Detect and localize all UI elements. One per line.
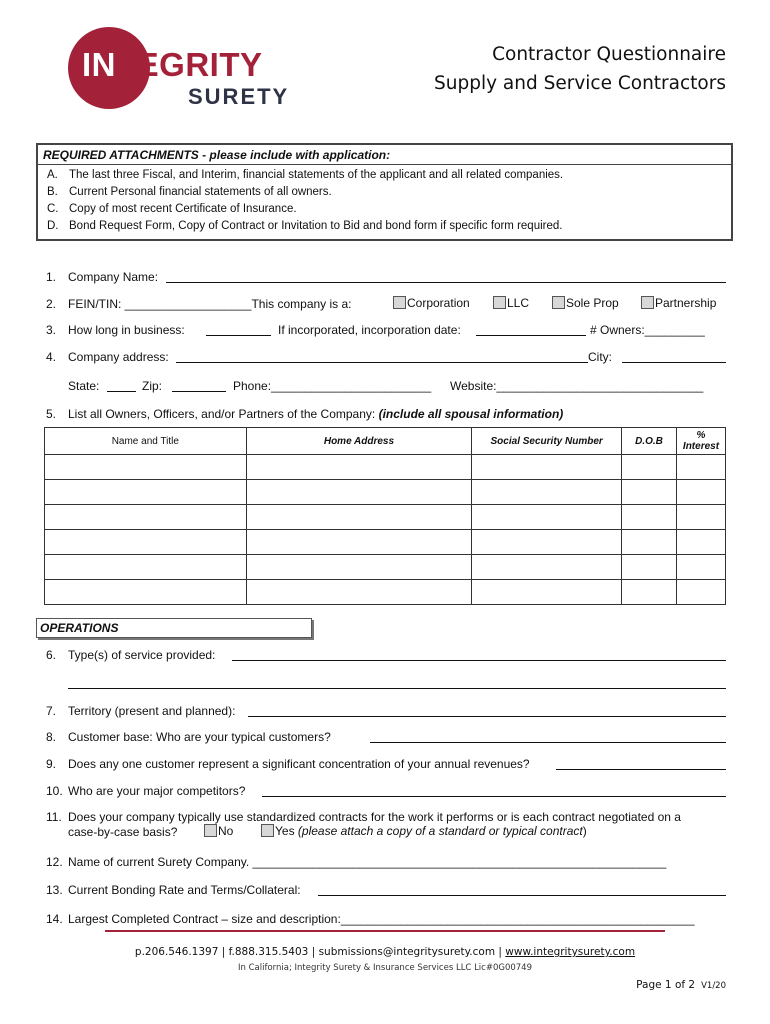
q5-note: (include all spousal information)	[378, 407, 564, 421]
operations-section-header	[36, 618, 312, 638]
table-row	[45, 455, 726, 480]
owners-table	[44, 427, 726, 605]
q14-number: 14.	[46, 912, 63, 926]
q12-label: Name of current Surety Company. ______________________________________________________________	[68, 855, 667, 869]
competitors-field[interactable]	[262, 785, 726, 797]
q13-number: 13.	[46, 883, 63, 897]
attachment-item	[47, 203, 297, 215]
required-attachments-heading: REQUIRED ATTACHMENTS - please include with application:	[43, 148, 391, 162]
table-cell[interactable]	[676, 505, 725, 530]
customer-concentration-field[interactable]	[556, 758, 726, 770]
logo-wordmark-tegrity: TEGRITY	[116, 46, 263, 83]
table-cell[interactable]	[622, 480, 677, 505]
q12-number: 12.	[46, 855, 63, 869]
table-cell[interactable]	[622, 455, 677, 480]
option-yes[interactable]	[261, 824, 587, 838]
q5-label	[68, 407, 563, 421]
q9-number: 9.	[46, 757, 57, 771]
state-field[interactable]	[107, 380, 136, 392]
checkbox-sole-prop[interactable]	[552, 296, 565, 309]
q3-number: 3.	[46, 323, 57, 337]
col-name-title: Name and Title	[45, 428, 247, 455]
page-label: Page 1 of 2	[636, 979, 696, 991]
city-field[interactable]	[622, 351, 726, 363]
service-type-field[interactable]	[232, 649, 726, 661]
q6-number: 6.	[46, 648, 57, 662]
attachment-item	[47, 186, 332, 198]
table-cell[interactable]	[246, 580, 472, 605]
table-cell[interactable]	[472, 505, 622, 530]
table-cell[interactable]	[45, 455, 247, 480]
q5-label-text: List all Owners, Officers, and/or Partners of the Company:	[68, 407, 376, 421]
option-label: Partnership	[655, 296, 717, 310]
table-cell[interactable]	[45, 555, 247, 580]
bonding-rate-field[interactable]	[318, 884, 726, 896]
table-cell[interactable]	[45, 505, 247, 530]
title-line-2: Supply and Service Contractors	[433, 73, 726, 94]
table-cell[interactable]	[246, 455, 472, 480]
state-label: State:	[68, 379, 100, 393]
yes-note: (please attach a copy of a standard or typical contract	[297, 824, 583, 838]
option-label: LLC	[507, 296, 530, 310]
table-cell[interactable]	[472, 455, 622, 480]
table-row	[45, 480, 726, 505]
table-cell[interactable]	[246, 555, 472, 580]
option-no[interactable]	[204, 824, 233, 838]
phone-label: Phone:________________________	[233, 379, 432, 393]
table-cell[interactable]	[45, 580, 247, 605]
website-label: Website:_______________________________	[450, 379, 704, 393]
q13-label: Current Bonding Rate and Terms/Collateral:	[68, 883, 301, 897]
item-text: Copy of most recent Certificate of Insurance.	[69, 203, 297, 215]
footer-license: In California; Integrity Surety & Insurance Services LLC Lic#0G00749	[238, 963, 532, 973]
checkbox-yes[interactable]	[261, 824, 274, 837]
option-corporation[interactable]	[393, 296, 470, 310]
q11-line1: Does your company typically use standardized contracts for the work it performs or is each contract negotiated on a	[68, 810, 681, 824]
website-link[interactable]: www.integritysurety.com	[505, 946, 636, 958]
version-label: V1/20	[701, 981, 726, 991]
option-sole-prop[interactable]	[552, 296, 619, 310]
checkbox-partnership[interactable]	[641, 296, 654, 309]
table-row	[45, 580, 726, 605]
footer-divider	[105, 930, 665, 932]
q7-label: Territory (present and planned):	[68, 704, 236, 718]
q8-label: Customer base: Who are your typical customers?	[68, 730, 331, 744]
q11-number: 11.	[46, 810, 62, 824]
q2-number: 2.	[46, 297, 57, 311]
item-text: Bond Request Form, Copy of Contract or Invitation to Bid and bond form if specific form required.	[69, 220, 563, 232]
option-label: Yes	[275, 824, 295, 838]
table-cell[interactable]	[622, 580, 677, 605]
attachment-item	[47, 220, 562, 232]
logo-wordmark	[82, 46, 263, 84]
zip-label: Zip:	[142, 379, 163, 393]
table-cell[interactable]	[246, 530, 472, 555]
item-letter: C.	[47, 203, 59, 215]
q9-label: Does any one customer represent a significant concentration of your annual revenues?	[68, 757, 530, 771]
table-cell[interactable]	[472, 580, 622, 605]
table-cell[interactable]	[676, 455, 725, 480]
title-line-1: Contractor Questionnaire	[492, 44, 726, 65]
col-home-address: Home Address	[246, 428, 472, 455]
territory-field[interactable]	[248, 705, 726, 717]
required-attachments-box	[36, 143, 733, 241]
table-cell[interactable]	[472, 555, 622, 580]
q4-city-label: City:	[588, 350, 612, 364]
table-cell[interactable]	[45, 480, 247, 505]
option-label: No	[218, 824, 234, 838]
table-header-row	[45, 428, 726, 455]
col-interest-line1: %	[696, 430, 706, 441]
col-interest-line2: Interest	[682, 441, 720, 452]
q1-label: Company Name:	[68, 270, 159, 284]
customer-base-field[interactable]	[370, 731, 726, 743]
table-cell[interactable]	[622, 505, 677, 530]
table-cell[interactable]	[676, 555, 725, 580]
table-cell[interactable]	[676, 580, 725, 605]
logo-wordmark-in: IN	[82, 46, 116, 83]
operations-heading: OPERATIONS	[40, 621, 119, 635]
q4-label: Company address:	[68, 350, 169, 364]
attachment-item	[47, 169, 563, 181]
table-row	[45, 505, 726, 530]
table-cell[interactable]	[246, 480, 472, 505]
q10-number: 10.	[46, 784, 63, 798]
option-label: Corporation	[407, 296, 470, 310]
table-cell[interactable]	[676, 480, 725, 505]
item-letter: A.	[47, 169, 58, 181]
q11-line2: case-by-case basis?	[68, 825, 178, 839]
option-llc[interactable]	[493, 296, 529, 310]
col-ssn: Social Security Number	[472, 428, 622, 455]
company-name-field[interactable]	[166, 271, 726, 283]
checkbox-llc[interactable]	[493, 296, 506, 309]
col-interest	[676, 428, 725, 455]
footer-contact-text: p.206.546.1397 | f.888.315.5403 | submissions@integritysurety.com |	[134, 946, 506, 958]
q1-number: 1.	[46, 270, 57, 284]
table-cell[interactable]	[246, 505, 472, 530]
item-text: Current Personal financial statements of all owners.	[69, 186, 332, 198]
q5-number: 5.	[46, 407, 57, 421]
q4-number: 4.	[46, 350, 57, 364]
years-in-business-field[interactable]	[206, 324, 271, 336]
table-cell[interactable]	[622, 555, 677, 580]
table-cell[interactable]	[676, 530, 725, 555]
logo-surety: SURETY	[188, 84, 290, 109]
page-number	[636, 979, 726, 991]
q7-number: 7.	[46, 704, 57, 718]
q2-label: FEIN/TIN: ___________________This company is a:	[68, 297, 352, 311]
yes-note-close: )	[582, 824, 587, 838]
q14-label: Largest Completed Contract – size and description:_____________________________________________________	[68, 912, 695, 926]
footer-contact	[0, 946, 770, 958]
q3-label: How long in business:	[68, 323, 185, 337]
option-partnership[interactable]	[641, 296, 716, 310]
col-dob: D.O.B	[622, 428, 677, 455]
service-type-field-line2[interactable]	[68, 677, 726, 689]
item-letter: D.	[47, 220, 59, 232]
checkbox-corporation[interactable]	[393, 296, 406, 309]
table-cell[interactable]	[472, 480, 622, 505]
item-text: The last three Fiscal, and Interim, financial statements of the applicant and all related companies.	[69, 169, 564, 181]
document-title	[434, 40, 726, 98]
q3-owners-label: # Owners:_________	[590, 323, 705, 337]
divider	[38, 164, 731, 165]
q10-label: Who are your major competitors?	[68, 784, 246, 798]
table-cell[interactable]	[472, 530, 622, 555]
checkbox-no[interactable]	[204, 824, 217, 837]
q3-incorporation-label: If incorporated, incorporation date:	[278, 323, 461, 337]
q8-number: 8.	[46, 730, 57, 744]
option-label: Sole Prop	[566, 296, 619, 310]
q6-label: Type(s) of service provided:	[68, 648, 216, 662]
zip-field[interactable]	[172, 380, 226, 392]
incorporation-date-field[interactable]	[476, 324, 586, 336]
item-letter: B.	[47, 186, 58, 198]
table-cell[interactable]	[622, 530, 677, 555]
table-row	[45, 555, 726, 580]
company-address-field[interactable]	[176, 351, 588, 363]
table-cell[interactable]	[45, 530, 247, 555]
table-row	[45, 530, 726, 555]
